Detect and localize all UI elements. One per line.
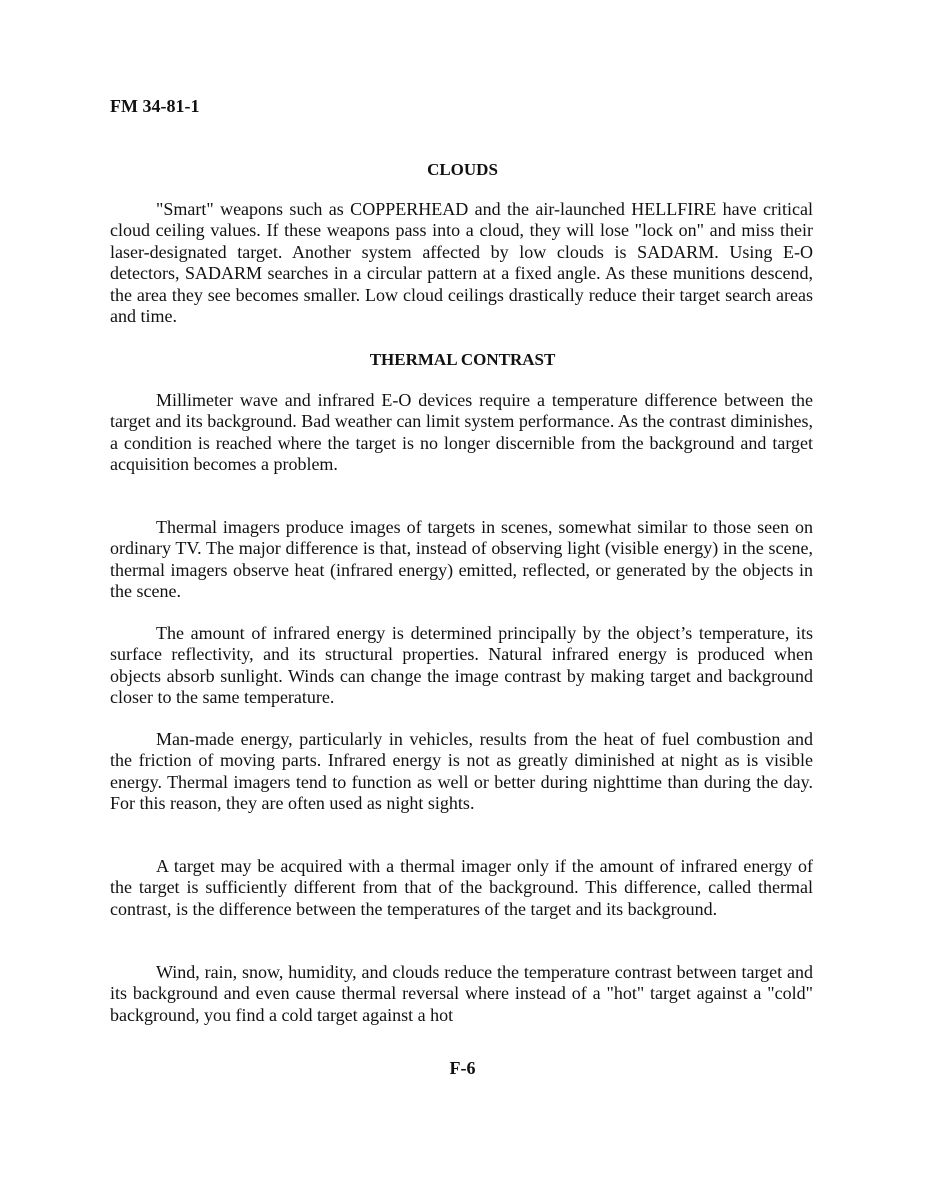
paragraph-thermal-1: Millimeter wave and infrared E-O devices require a temperature difference between the target and its background. Bad weather can limit system performance. As the contrast diminishes, a condition is reached where the target is no longer discernible from the background and target acquisition becomes a problem. [110, 390, 813, 475]
document-id: FM 34-81-1 [110, 96, 200, 116]
paragraph-clouds: "Smart" weapons such as COPPERHEAD and the air-launched HELLFIRE have critical cloud ceiling values. If these weapons pass into a cloud, they will lose "lock on" and miss their laser-designated target. Another system affected by low clouds is SADARM. Using E-O detectors, SADARM searches in a circular pattern at a fixed angle. As these munitions descend, the area they see becomes smaller. Low cloud ceilings drastically reduce their target search areas and time. [110, 199, 813, 327]
section-heading-thermal-contrast: THERMAL CONTRAST [369, 350, 556, 369]
paragraph-thermal-5: A target may be acquired with a thermal imager only if the amount of infrared energy of the target is sufficiently different from that of the background. This difference, called thermal contrast, is the difference between the temperatures of the target and its background. [110, 856, 813, 919]
paragraph-thermal-2: Thermal imagers produce images of targets in scenes, somewhat similar to those seen on ordinary TV. The major difference is that, instead of observing light (visible energy) in the scene, thermal imagers observe heat (infrared energy) emitted, reflected, or generated by the objects in the scene. [110, 517, 813, 602]
paragraph-thermal-3: The amount of infrared energy is determined principally by the object’s temperature, its surface reflectivity, and its structural properties. Natural infrared energy is produced when objects absorb sunlight. Winds can change the image contrast by making target and background closer to the same temperature. [110, 623, 813, 708]
paragraph-thermal-4: Man-made energy, particularly in vehicles, results from the heat of fuel combustion and the friction of moving parts. Infrared energy is not as greatly diminished at night as is visible energy. Thermal imagers tend to function as well or better during nighttime than during the day. For this reason, they are often used as night sights. [110, 729, 813, 814]
section-heading-clouds: CLOUDS [427, 160, 498, 179]
paragraph-thermal-6: Wind, rain, snow, humidity, and clouds reduce the temperature contrast between target and its background and even cause thermal reversal where instead of a "hot" target against a "cold" background, you find a cold target against a hot [110, 962, 813, 1025]
page-number: F-6 [449, 1058, 476, 1078]
